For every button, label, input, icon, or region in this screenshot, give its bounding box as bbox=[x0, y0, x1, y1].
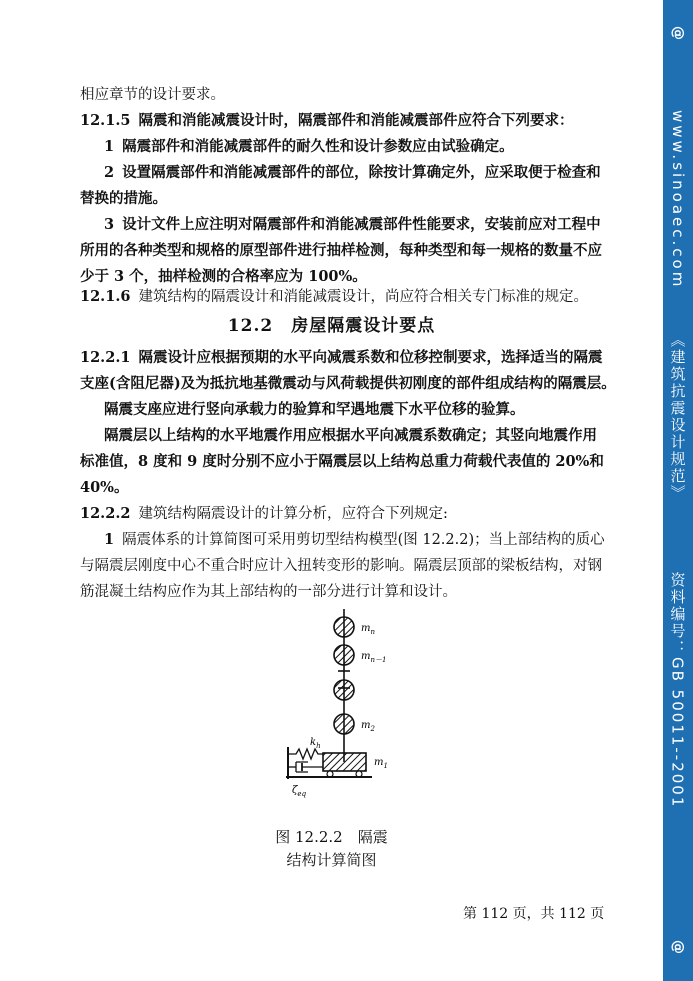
paragraph-line: 所用的各种类型和规格的原型部件进行抽样检测，每种类型和每一规格的数量不应 bbox=[80, 242, 602, 259]
mass-n bbox=[334, 617, 354, 637]
clause-12-2-1 bbox=[80, 345, 625, 371]
label-m2: $m_2$ bbox=[361, 720, 375, 733]
paragraph-line: 与隔震层刚度中心不重合时应计入扭转变形的影响。隔震层顶部的梁板结构，对钢 bbox=[80, 558, 602, 574]
list-item bbox=[104, 134, 649, 160]
sidebar-url: www.sinoaec.com bbox=[669, 110, 687, 290]
mass-1-base bbox=[323, 753, 366, 771]
clause-text: 建筑结构隔震设计的计算分析，应符合下列规定: bbox=[138, 506, 448, 522]
figure-caption-line2: 结构计算简图 bbox=[286, 851, 377, 869]
item-number: 1 bbox=[104, 531, 115, 548]
sidebar-banner bbox=[663, 0, 693, 981]
item-text: 设计文件上应注明对隔震部件和消能减震部件性能要求，安装前应对工程中 bbox=[122, 216, 601, 233]
clause-text: 建筑结构的隔震设计和消能减震设计，尚应符合相关专门标准的规定。 bbox=[138, 289, 588, 305]
sidebar-document-code: 资料编号：GB 50011--2001 bbox=[668, 572, 687, 809]
paragraph-line: 少于 3 个，抽样检测的合格率应为 100%。 bbox=[80, 268, 367, 285]
item-number: 3 bbox=[104, 216, 115, 233]
item-number: 2 bbox=[104, 164, 115, 181]
clause-text: 隔震和消能减震设计时，隔震部件和消能减震部件应符合下列要求： bbox=[138, 112, 574, 129]
list-item bbox=[104, 160, 649, 186]
item-text: 设置隔震部件和消能减震部件的部位，除按计算确定外，应采取便于检查和 bbox=[122, 164, 601, 181]
mass-2 bbox=[334, 714, 354, 734]
label-m1: $m_1$ bbox=[374, 757, 388, 770]
paragraph: 相应章节的设计要求。 bbox=[80, 87, 225, 103]
isolation-structure-diagram bbox=[280, 607, 420, 802]
clause-12-1-6 bbox=[80, 284, 625, 310]
label-kh: $k_h$ bbox=[310, 737, 321, 750]
clause-text: 隔震设计应根据预期的水平向减震系数和位移控制要求，选择适当的隔震 bbox=[138, 349, 603, 366]
label-mn: $m_n$ bbox=[361, 623, 375, 636]
clause-12-2-2 bbox=[80, 501, 625, 527]
label-mn-1: $m_{n-1}$ bbox=[361, 651, 387, 664]
clause-12-1-5 bbox=[80, 108, 625, 134]
paragraph-line: 替换的措施。 bbox=[80, 190, 167, 207]
paragraph-line: 隔震层以上结构的水平地震作用应根据水平向减震系数确定；其竖向地震作用 bbox=[104, 427, 597, 444]
page-number: 第 112 页，共 112 页 bbox=[463, 906, 605, 922]
section-number: 12.2 bbox=[227, 316, 274, 336]
sidebar-book-title: 《建筑抗震设计规范》 bbox=[668, 332, 687, 502]
clause-number: 12.1.6 bbox=[80, 288, 131, 305]
item-text: 隔震体系的计算简图可采用剪切型结构模型(图 12.2.2)；当上部结构的质心 bbox=[122, 532, 605, 548]
at-symbol-top: @ bbox=[670, 26, 686, 40]
mass-n-1 bbox=[334, 645, 354, 665]
section-title bbox=[0, 311, 663, 336]
item-number: 1 bbox=[104, 138, 115, 155]
figure-caption: 图 12.2.2 隔震 bbox=[275, 828, 388, 846]
mass-intermediate bbox=[334, 680, 354, 700]
clause-number: 12.2.1 bbox=[80, 349, 131, 366]
label-zeta-eq: $\zeta_{eq}$ bbox=[292, 785, 307, 798]
spring-kh bbox=[288, 749, 323, 759]
paragraph-line: 支座(含阻尼器)及为抵抗地基微震动与风荷载提供初刚度的部件组成结构的隔震层。 bbox=[80, 375, 616, 392]
paragraph-line: 筋混凝土结构应作为其上部结构的一部分进行计算和设计。 bbox=[80, 584, 457, 600]
section-heading: 房屋隔震设计要点 bbox=[291, 316, 436, 336]
paragraph-line: 40%。 bbox=[80, 479, 129, 496]
paragraph-line: 标准值，8 度和 9 度时分别不应小于隔震层以上结构总重力荷载代表值的 20%和 bbox=[80, 453, 604, 470]
at-symbol-bottom: @ bbox=[670, 940, 686, 954]
list-item bbox=[104, 212, 649, 238]
item-text: 隔震部件和消能减震部件的耐久性和设计参数应由试验确定。 bbox=[122, 138, 514, 155]
clause-number: 12.1.5 bbox=[80, 112, 131, 129]
paragraph-line: 隔震支座应进行竖向承载力的验算和罕遇地震下水平位移的验算。 bbox=[104, 401, 525, 418]
list-item bbox=[104, 527, 649, 553]
clause-number: 12.2.2 bbox=[80, 505, 131, 522]
